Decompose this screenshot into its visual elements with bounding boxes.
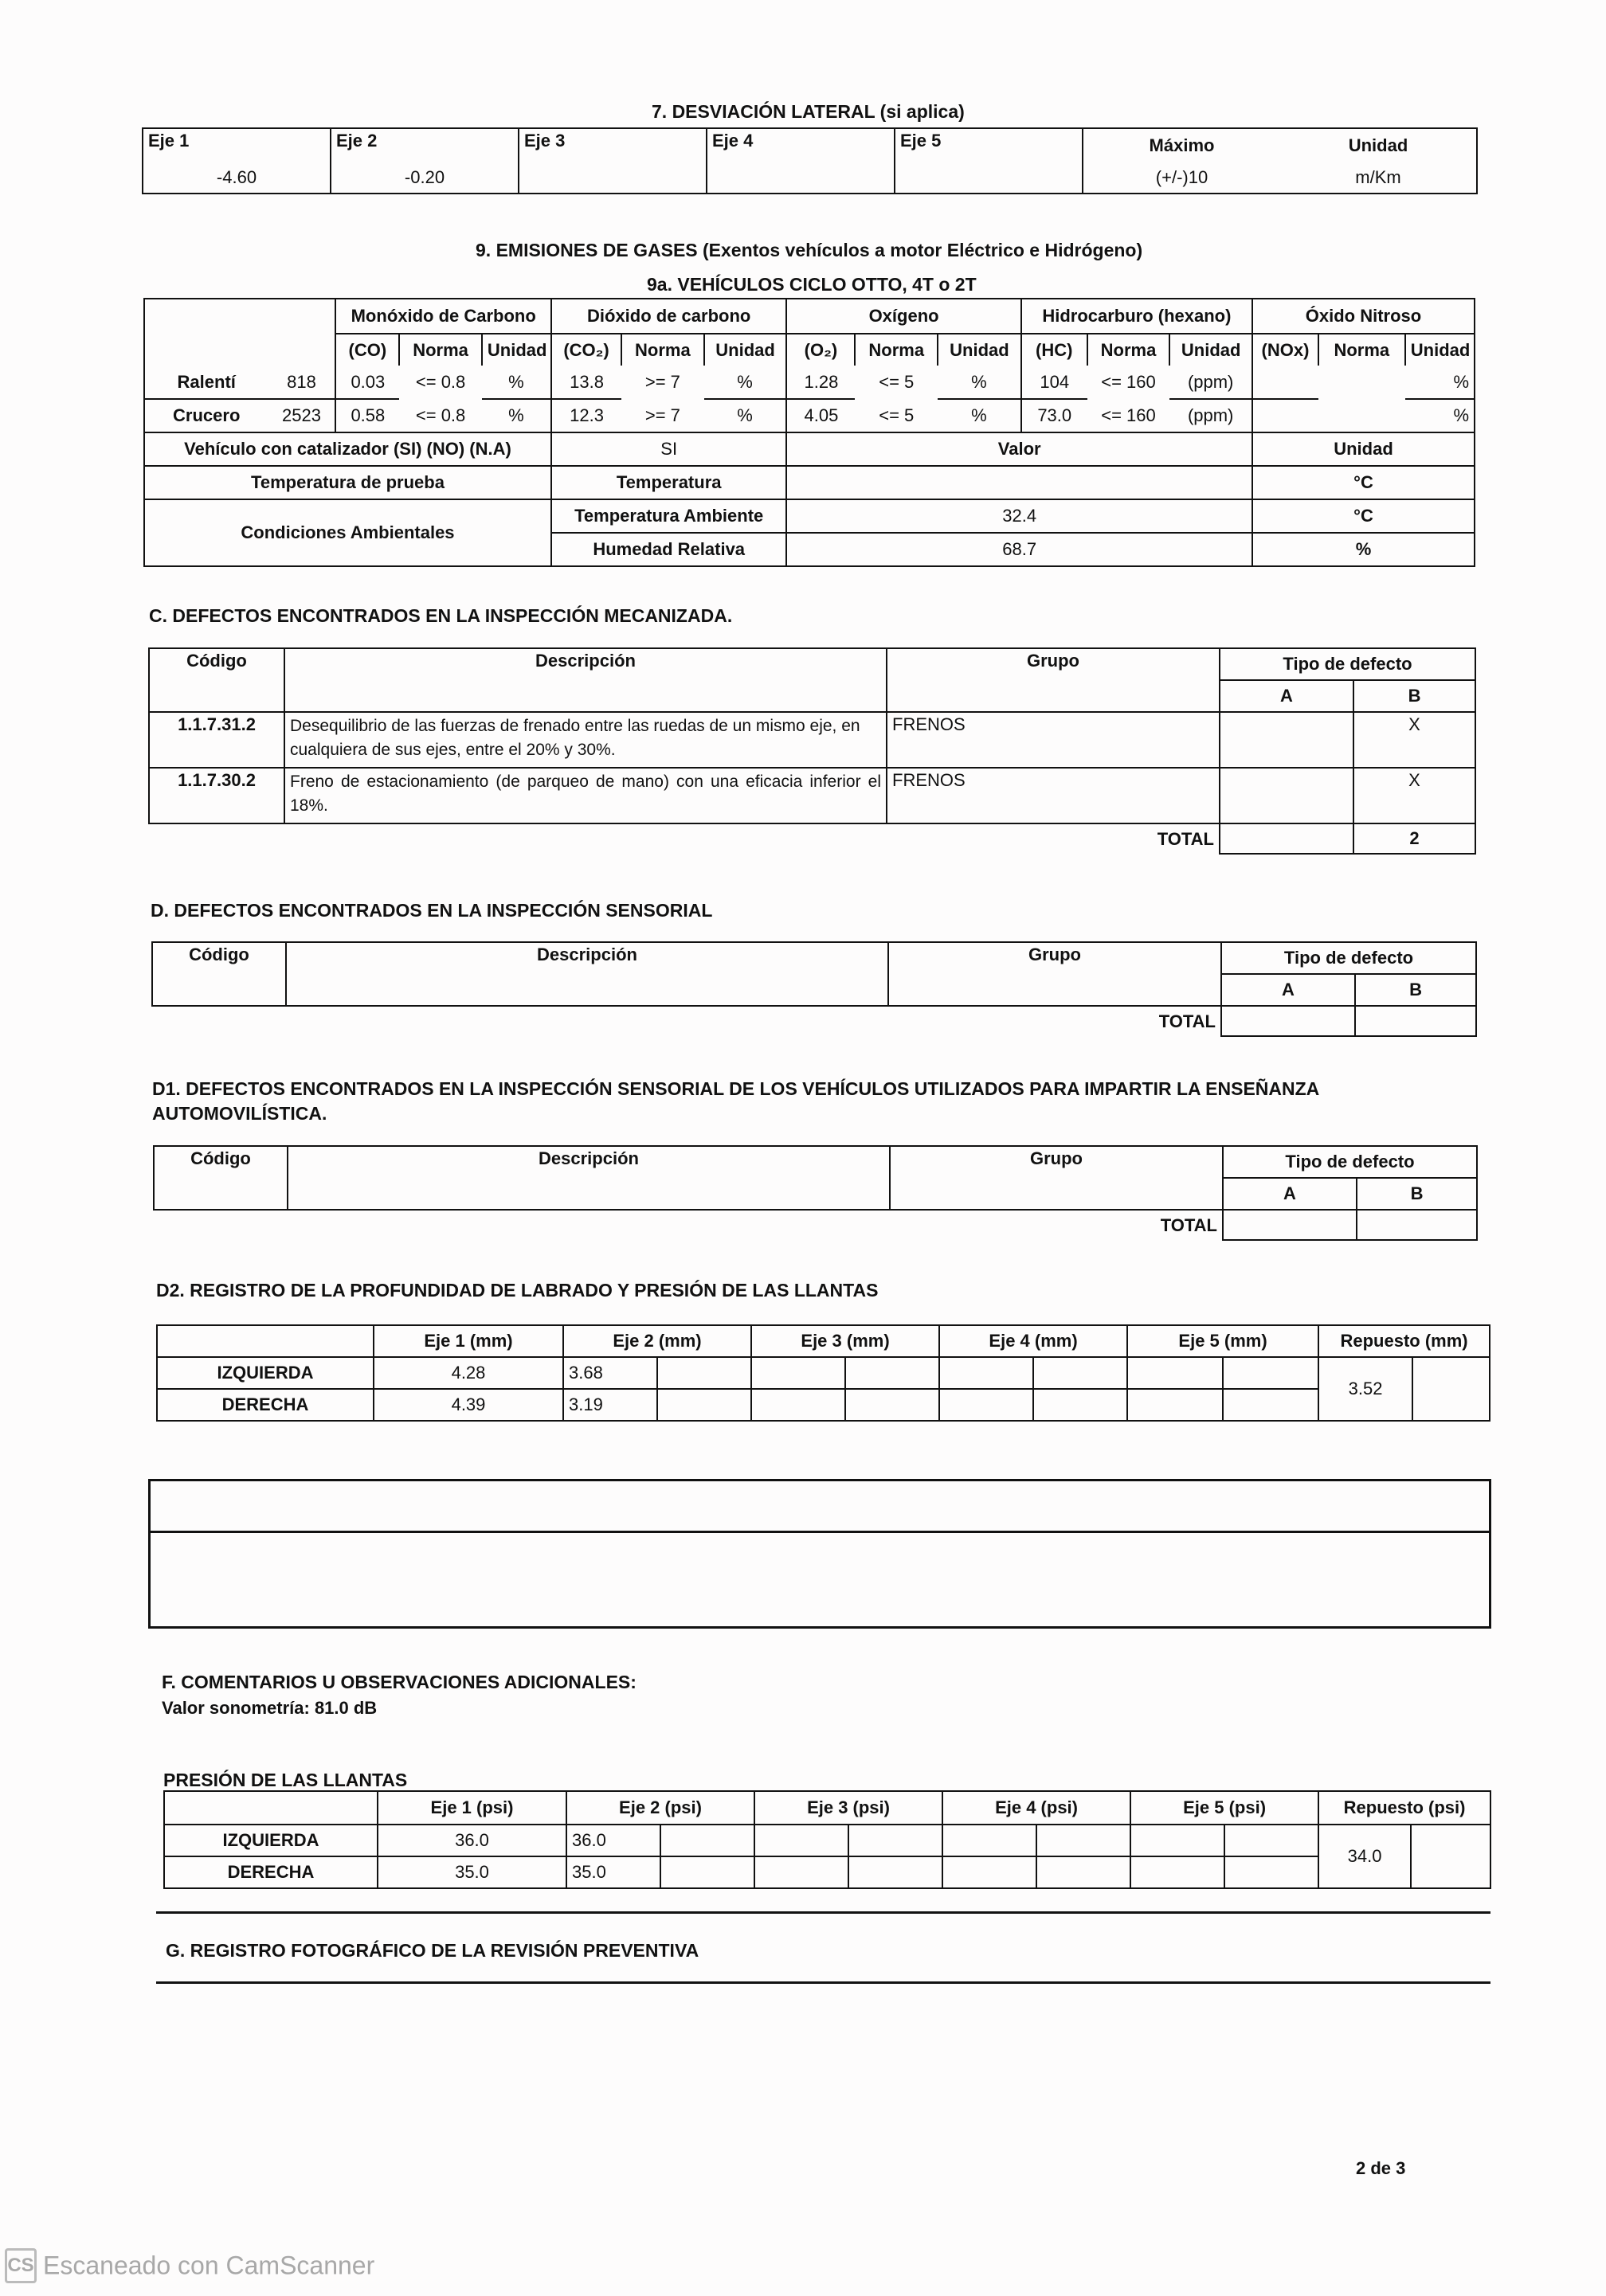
temperatura-label: Temperatura [551,466,786,499]
defect-a [1220,768,1353,823]
sub-hc: (HC) [1021,334,1087,366]
total-label: TOTAL [149,823,1220,854]
group-nox: Óxido Nitroso [1252,299,1475,334]
co-unidad: % [482,399,551,432]
sub-hc-unidad: Unidad [1169,334,1252,366]
header-grupo: Grupo [887,648,1220,712]
row-label: Crucero [144,399,268,432]
hc-unidad: (ppm) [1169,366,1252,399]
co2-norma: >= 7 [644,372,680,392]
divider-bottom [156,1981,1490,1984]
co2-unidad: % [704,399,787,432]
defect-b: X [1353,712,1475,768]
header-grupo: Grupo [888,942,1221,1006]
group-co2: Dióxido de carbono [551,299,786,334]
catalizador-label: Vehículo con catalizador (SI) (NO) (N.A) [144,432,551,466]
table-row [157,1389,1490,1421]
humedad-unit: % [1252,533,1475,566]
empty-box-bottom [148,1531,1491,1629]
sub-nox-unidad: Unidad [1405,334,1475,366]
header-eje2: Eje 2 (mm) [563,1325,751,1357]
co2-value: 13.8 [551,366,621,399]
sub-co-norma: Norma [399,334,482,366]
sensorial-defects-table [151,941,1477,1037]
header-descripcion: Descripción [286,942,888,1006]
header-a: A [1220,680,1353,712]
teaching-vehicles-defects-table [153,1145,1478,1241]
header-tipo-defecto: Tipo de defecto [1220,648,1475,680]
sub-co-unidad: Unidad [482,334,551,366]
row-label: Ralentí [144,366,268,399]
total-a [1221,1006,1355,1036]
header-codigo: Código [152,942,286,1006]
empty-cell [845,1389,939,1421]
empty-cell [751,1389,845,1421]
empty-cell [1033,1357,1127,1389]
empty-cell [845,1357,939,1389]
rpm-value: 2523 [268,399,335,432]
o2-norma: <= 5 [879,372,915,392]
header-eje1: Eje 1 [143,128,331,162]
value-eje5 [895,162,1083,194]
mechanized-defects-table [148,647,1476,855]
empty-cell [754,1825,848,1856]
defect-codigo: 1.1.7.31.2 [149,712,284,768]
header-eje2: Eje 2 [331,128,519,162]
defect-descripcion: Freno de estacionamiento (de parqueo de mano) con una eficacia inferior el 18%. [284,768,887,823]
header-descripcion: Descripción [284,648,887,712]
table-row [157,1357,1490,1389]
empty-cell [1130,1856,1224,1888]
header-eje2: Eje 2 (psi) [566,1791,754,1825]
total-label: TOTAL [152,1006,1221,1036]
side-label: IZQUIERDA [164,1825,378,1856]
sub-co2-norma: Norma [621,334,704,366]
pressure-title: PRESIÓN DE LAS LLANTAS [163,1770,408,1790]
o2-unidad: % [938,366,1021,399]
sub-co2-unidad: Unidad [704,334,787,366]
divider-top [156,1911,1490,1914]
o2-unidad: % [938,399,1021,432]
header-eje5: Eje 5 (psi) [1130,1791,1318,1825]
eje2-value: 35.0 [566,1856,660,1888]
header-codigo: Código [149,648,284,712]
empty-cell [1036,1856,1130,1888]
empty-cell [754,1856,848,1888]
nox-value [1252,366,1318,399]
sub-co: (CO) [335,334,399,366]
tread-depth-table [156,1324,1490,1422]
empty-cell [1130,1825,1224,1856]
value-eje1: -4.60 [143,162,331,194]
header-eje5: Eje 5 [895,128,1083,162]
valor-header: Valor [786,432,1252,466]
empty-cell [1127,1389,1223,1421]
empty-cell [751,1357,845,1389]
sub-o2: (O₂) [786,334,855,366]
header-eje4: Eje 4 (mm) [939,1325,1127,1357]
defect-grupo: FRENOS [887,768,1220,823]
side-label: DERECHA [157,1389,374,1421]
header-eje3: Eje 3 [519,128,707,162]
o2-norma: <= 5 [855,399,938,432]
co-value: 0.58 [335,399,399,432]
empty-cell [1127,1357,1223,1389]
sub-o2-norma: Norma [855,334,938,366]
header-unidad: Unidad [1280,128,1477,162]
temp-ambiente-value: 32.4 [786,499,1252,533]
defect-descripcion: Desequilibrio de las fuerzas de frenado entre las ruedas de un mismo eje, en cualquiera de sus ejes, entre el 20% y 30%. [284,712,887,768]
empty-cell [1224,1825,1318,1856]
lateral-deviation-table [142,127,1478,194]
nox-value [1252,399,1318,432]
hc-value: 73.0 [1021,399,1087,432]
sonometria-text: Valor sonometría: 81.0 dB [162,1698,378,1718]
temp-prueba-value [786,466,1252,499]
watermark-text: Escaneado con CamScanner [43,2251,375,2280]
value-maximo: (+/-)10 [1083,162,1280,194]
empty-cell [1036,1825,1130,1856]
empty-cell [1224,1856,1318,1888]
empty-cell [657,1389,751,1421]
sub-nox-norma: Norma [1318,334,1405,366]
repuesto-value: 3.52 [1318,1357,1412,1421]
value-eje2: -0.20 [331,162,519,194]
camscanner-logo-icon: CS [5,2248,37,2283]
empty-cell [1412,1357,1490,1421]
eje1-value: 4.28 [374,1357,563,1389]
value-eje3 [519,162,707,194]
emissions-row-ralenti [144,366,1475,399]
temp-prueba-unit: °C [1252,466,1475,499]
hc-norma: <= 160 [1101,372,1156,392]
co-norma: <= 0.8 [415,372,466,392]
condiciones-label: Condiciones Ambientales [144,499,551,566]
page-number: 2 de 3 [1356,2158,1406,2178]
empty-cell [660,1856,754,1888]
header-tipo-defecto: Tipo de defecto [1223,1146,1477,1178]
total-b [1355,1006,1476,1036]
eje1-value: 36.0 [378,1825,566,1856]
o2-value: 1.28 [786,366,855,399]
header-a: A [1221,974,1355,1006]
section-d-title: D. DEFECTOS ENCONTRADOS EN LA INSPECCIÓN SENSORIAL [151,900,713,921]
emissions-corner [144,299,335,366]
hc-value: 104 [1021,366,1087,399]
section-7-title: 7. DESVIACIÓN LATERAL (si aplica) [652,101,965,122]
co-norma: <= 0.8 [399,399,482,432]
total-a [1223,1210,1357,1240]
defect-codigo: 1.1.7.30.2 [149,768,284,823]
empty-cell [1033,1389,1127,1421]
empty-cell [1411,1825,1490,1888]
co2-unidad: % [704,366,787,399]
header-b: B [1353,680,1475,712]
eje2-value: 36.0 [566,1825,660,1856]
section-d1-title: D1. DEFECTOS ENCONTRADOS EN LA INSPECCIÓN SENSORIAL DE LOS VEHÍCULOS UTILIZADOS PARA IMPARTIR LA ENSEÑANZA AUTOMOVILÍSTICA. [152,1078,1319,1124]
table-row [149,712,1475,768]
temp-ambiente-label: Temperatura Ambiente [551,499,786,533]
sub-hc-norma: Norma [1087,334,1170,366]
empty-cell [848,1856,942,1888]
header-repuesto: Repuesto (mm) [1318,1325,1490,1357]
table-row [164,1825,1490,1856]
value-eje4 [707,162,895,194]
total-label: TOTAL [154,1210,1223,1240]
defect-grupo: FRENOS [887,712,1220,768]
empty-cell [939,1357,1033,1389]
section-f-title: F. COMENTARIOS U OBSERVACIONES ADICIONALES: [162,1672,637,1692]
empty-cell [939,1389,1033,1421]
empty-box-top [148,1479,1491,1533]
header-b: B [1357,1178,1477,1210]
catalizador-value: SI [551,432,786,466]
co-value: 0.03 [335,366,399,399]
table-row [149,768,1475,823]
temp-prueba-label: Temperatura de prueba [144,466,551,499]
eje2-value: 3.19 [563,1389,657,1421]
humedad-label: Humedad Relativa [551,533,786,566]
temp-ambiente-unit: °C [1252,499,1475,533]
empty-cell [1223,1389,1318,1421]
tire-pressure-table [163,1790,1491,1889]
emissions-row-crucero [144,399,1475,432]
nox-unidad: % [1405,366,1475,399]
nox-norma [1318,399,1405,432]
header-eje4: Eje 4 (psi) [942,1791,1130,1825]
table-row [164,1856,1490,1888]
rpm-value: 818 [268,366,335,399]
eje1-value: 35.0 [378,1856,566,1888]
header-eje3: Eje 3 (psi) [754,1791,942,1825]
defect-b: X [1353,768,1475,823]
section-g-title: G. REGISTRO FOTOGRÁFICO DE LA REVISIÓN PREVENTIVA [166,1940,699,1961]
defect-a [1220,712,1353,768]
camscanner-watermark [5,2248,374,2283]
section-d2-title: D2. REGISTRO DE LA PROFUNDIDAD DE LABRADO Y PRESIÓN DE LAS LLANTAS [156,1280,879,1301]
header-eje5: Eje 5 (mm) [1127,1325,1318,1357]
header-eje3: Eje 3 (mm) [751,1325,939,1357]
header-descripcion: Descripción [288,1146,890,1210]
co2-norma: >= 7 [621,399,704,432]
o2-value: 4.05 [786,399,855,432]
emissions-table [143,298,1475,567]
section-9-title: 9. EMISIONES DE GASES (Exentos vehículos a motor Eléctrico e Hidrógeno) [476,240,1143,260]
header-codigo: Código [154,1146,288,1210]
nox-norma [1318,366,1405,399]
header-eje4: Eje 4 [707,128,895,162]
group-o2: Oxígeno [786,299,1020,334]
total-a [1220,823,1353,854]
side-label: IZQUIERDA [157,1357,374,1389]
header-tipo-defecto: Tipo de defecto [1221,942,1476,974]
section-9a-subtitle: 9a. VEHÍCULOS CICLO OTTO, 4T o 2T [647,274,977,295]
header-b: B [1355,974,1476,1006]
empty-cell [660,1825,754,1856]
total-b: 2 [1353,823,1475,854]
sub-nox: (NOx) [1252,334,1318,366]
empty-cell [848,1825,942,1856]
header-blank [157,1325,374,1357]
co-unidad: % [482,366,551,399]
hc-norma: <= 160 [1087,399,1170,432]
header-eje1: Eje 1 (mm) [374,1325,563,1357]
hc-unidad: (ppm) [1169,399,1252,432]
humedad-value: 68.7 [786,533,1252,566]
header-repuesto: Repuesto (psi) [1318,1791,1490,1825]
header-maximo: Máximo [1083,128,1280,162]
header-grupo: Grupo [890,1146,1223,1210]
co2-value: 12.3 [551,399,621,432]
section-c-title: C. DEFECTOS ENCONTRADOS EN LA INSPECCIÓN MECANIZADA. [149,605,733,626]
empty-cell [657,1357,751,1389]
eje1-value: 4.39 [374,1389,563,1421]
group-hc: Hidrocarburo (hexano) [1021,299,1252,334]
unidad-header: Unidad [1252,432,1475,466]
empty-cell [1223,1357,1318,1389]
value-unidad: m/Km [1280,162,1477,194]
header-eje1: Eje 1 (psi) [378,1791,566,1825]
sub-o2-unidad: Unidad [938,334,1021,366]
sub-co2: (CO₂) [551,334,621,366]
header-blank [164,1791,378,1825]
side-label: DERECHA [164,1856,378,1888]
repuesto-value: 34.0 [1318,1825,1411,1888]
nox-unidad: % [1405,399,1475,432]
empty-cell [942,1856,1036,1888]
total-b [1357,1210,1477,1240]
eje2-value: 3.68 [563,1357,657,1389]
empty-cell [942,1825,1036,1856]
group-co: Monóxido de Carbono [335,299,551,334]
header-a: A [1223,1178,1357,1210]
